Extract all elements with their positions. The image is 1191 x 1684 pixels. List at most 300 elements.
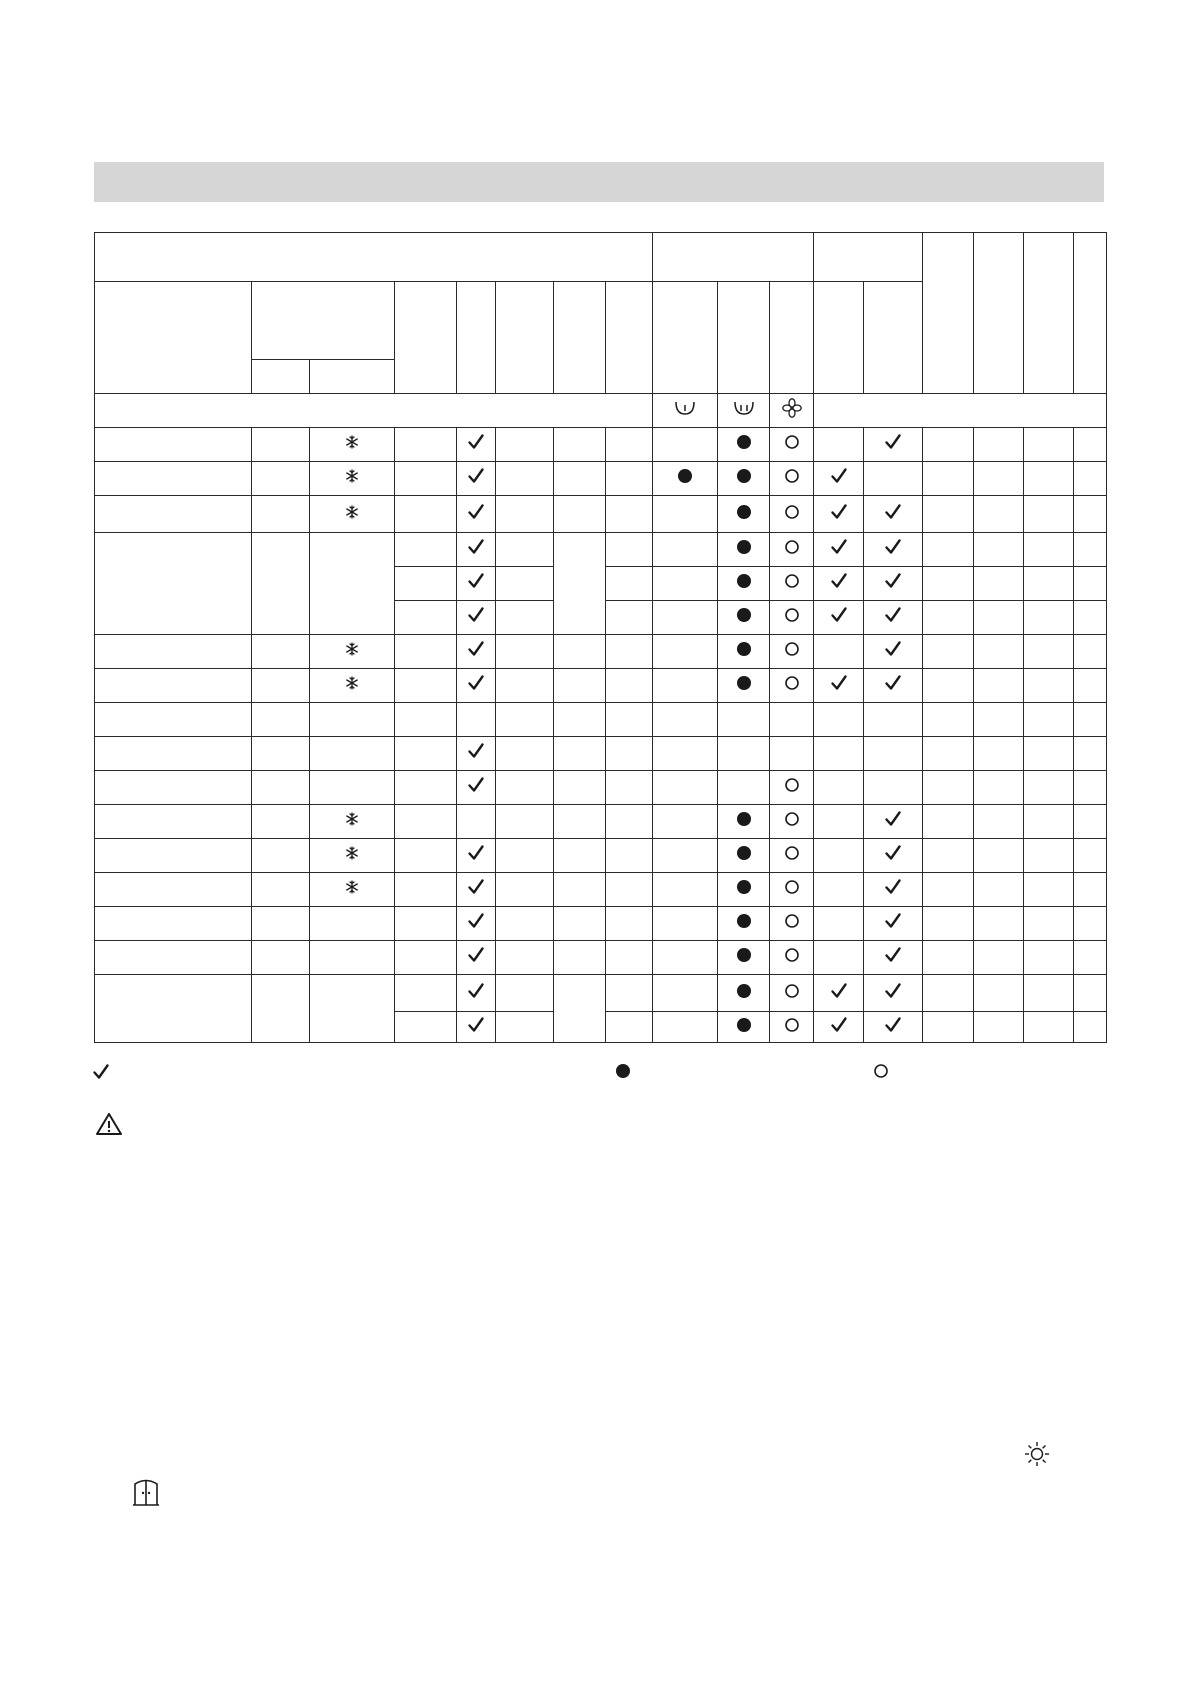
filled-dot-icon [736,1017,752,1033]
check-icon [884,810,902,828]
option-cell [1074,839,1107,873]
program-name-cell [95,941,252,975]
option-cell [974,533,1024,567]
option-cell [496,839,554,873]
filled-dot-icon [736,811,752,827]
option-cell [814,601,864,635]
option-cell [457,462,496,496]
option-cell [923,873,974,907]
option-cell [1024,839,1074,873]
program-name-cell [95,496,252,533]
option-cell [606,873,653,907]
option-cell [814,873,864,907]
option-cell [718,567,770,601]
header-cell [923,233,974,394]
option-cell [718,941,770,975]
option-cell [606,428,653,462]
option-cell [974,975,1024,1012]
freeze-cell [310,428,395,462]
check-icon [884,844,902,862]
option-cell [923,805,974,839]
header-cell [770,282,814,394]
option-cell [770,669,814,703]
option-cell [923,669,974,703]
check-icon [830,1016,848,1034]
option-cell [770,428,814,462]
option-cell [554,975,606,1043]
option-cell [718,533,770,567]
option-cell [814,669,864,703]
filled-dot-icon [736,641,752,657]
check-icon [884,1016,902,1034]
option-cell [864,805,923,839]
option-cell [814,839,864,873]
option-cell [653,805,718,839]
option-cell [1074,533,1107,567]
option-cell [814,703,864,737]
option-cell [864,496,923,533]
check-icon [467,982,485,1000]
open-circle-icon [784,845,800,861]
table-row [95,975,1107,1012]
check-icon [467,912,485,930]
option-cell [1024,805,1074,839]
option-cell [606,601,653,635]
option-cell [554,462,606,496]
freeze-cell [310,771,395,805]
option-cell [457,873,496,907]
temperature-cell [252,839,310,873]
check-icon [884,606,902,624]
program-name-cell [95,703,252,737]
option-cell [974,941,1024,975]
open-circle-icon [784,641,800,657]
program-name-cell [95,533,252,635]
option-cell [923,941,974,975]
program-name-cell [95,839,252,873]
snowflake-icon [345,435,359,449]
temperature-cell [252,428,310,462]
option-cell [606,462,653,496]
option-cell [606,975,653,1012]
check-icon [830,572,848,590]
snowflake-icon [345,880,359,894]
option-cell [395,496,457,533]
option-cell [606,839,653,873]
option-cell [923,975,974,1012]
option-cell [1074,1012,1107,1043]
filled-dot-icon [736,504,752,520]
option-cell [554,805,606,839]
option-cell [864,907,923,941]
option-cell [554,907,606,941]
option-cell [770,496,814,533]
snowflake-icon [345,469,359,483]
option-cell [496,941,554,975]
open-circle-icon [784,468,800,484]
temperature-cell [252,635,310,669]
option-cell [923,601,974,635]
option-cell [864,567,923,601]
program-name-cell [95,771,252,805]
option-cell [554,428,606,462]
filled-dot-icon [736,675,752,691]
header-cell [95,233,653,282]
option-cell [814,496,864,533]
open-circle-icon [784,1017,800,1033]
option-cell [770,805,814,839]
option-cell [457,805,496,839]
option-cell [1024,462,1074,496]
table-row [95,496,1107,533]
open-circle-icon [784,573,800,589]
check-icon [467,946,485,964]
option-cell [814,907,864,941]
option-cell [554,873,606,907]
option-cell [653,567,718,601]
check-icon [830,467,848,485]
option-cell [653,737,718,771]
option-cell [718,703,770,737]
option-cell [653,496,718,533]
table-row [95,737,1107,771]
option-cell [770,462,814,496]
open-circle-icon [784,504,800,520]
program-name-cell [95,873,252,907]
option-cell [864,941,923,975]
option-cell [814,1012,864,1043]
open-circle-icon [784,675,800,691]
option-cell [814,941,864,975]
option-cell [1074,907,1107,941]
option-cell [395,428,457,462]
option-cell [814,975,864,1012]
option-cell [770,703,814,737]
option-cell [653,428,718,462]
option-cell [554,703,606,737]
option-cell [606,703,653,737]
option-cell [496,703,554,737]
check-icon [467,844,485,862]
option-cell [718,669,770,703]
option-cell [496,975,554,1012]
check-icon [884,946,902,964]
snowflake-icon [345,846,359,860]
option-cell [1074,428,1107,462]
header-cell [864,282,923,394]
option-cell [814,462,864,496]
option-cell [395,737,457,771]
check-icon [884,503,902,521]
table-row [95,635,1107,669]
check-icon [467,776,485,794]
filled-dot-icon [677,468,693,484]
option-cell [923,567,974,601]
check-icon [467,433,485,451]
option-cell [1074,462,1107,496]
option-cell [974,669,1024,703]
option-cell [814,567,864,601]
freeze-cell [310,635,395,669]
option-cell [718,873,770,907]
option-cell [1024,941,1074,975]
freeze-cell [310,941,395,975]
option-cell [457,975,496,1012]
option-cell [718,839,770,873]
option-cell [770,533,814,567]
option-cell [718,771,770,805]
open-circle-icon [784,811,800,827]
option-cell [554,533,606,635]
freeze-cell [310,839,395,873]
option-cell [395,1012,457,1043]
option-cell [1074,873,1107,907]
header-cell [606,282,653,394]
option-cell [1074,737,1107,771]
option-cell [923,839,974,873]
sun-icon [1024,1441,1050,1467]
option-cell [606,1012,653,1043]
option-cell [496,669,554,703]
option-cell [457,907,496,941]
check-icon [467,1016,485,1034]
option-cell [496,428,554,462]
option-cell [923,462,974,496]
option-cell [606,635,653,669]
check-icon [884,572,902,590]
option-cell [653,462,718,496]
option-cell [974,907,1024,941]
option-cell [496,907,554,941]
option-cell [606,737,653,771]
filled-dot-icon [736,607,752,623]
option-cell [1074,601,1107,635]
check-icon [467,640,485,658]
header-cell [554,282,606,394]
option-cell [923,635,974,669]
option-cell [653,635,718,669]
option-cell [496,771,554,805]
open-circle-icon [784,879,800,895]
freeze-cell [310,669,395,703]
option-cell [974,805,1024,839]
option-cell [770,975,814,1012]
option-cell [653,771,718,805]
option-cell [496,635,554,669]
option-cell [974,873,1024,907]
option-cell [923,907,974,941]
check-icon [467,503,485,521]
option-cell [814,737,864,771]
freeze-cell [310,907,395,941]
option-cell [496,737,554,771]
option-cell [864,428,923,462]
option-cell [770,567,814,601]
option-cell [864,601,923,635]
open-circle-icon [784,434,800,450]
table-row [95,907,1107,941]
option-cell [395,839,457,873]
option-cell [606,496,653,533]
option-cell [606,941,653,975]
table-row [95,533,1107,567]
option-cell [653,839,718,873]
option-cell [770,601,814,635]
option-cell [864,635,923,669]
option-cell [457,703,496,737]
option-cell [457,567,496,601]
bowl-double-icon [733,400,755,416]
option-cell [1074,941,1107,975]
option-cell [974,839,1024,873]
program-name-cell [95,462,252,496]
option-cell [1024,737,1074,771]
option-cell [974,496,1024,533]
option-cell [395,975,457,1012]
table-row [95,805,1107,839]
option-cell [496,533,554,567]
check-icon [467,742,485,760]
option-cell [606,907,653,941]
option-cell [606,533,653,567]
option-cell [1074,496,1107,533]
temperature-cell [252,533,310,635]
option-cell [395,703,457,737]
option-cell [718,907,770,941]
option-cell [974,428,1024,462]
check-icon [467,606,485,624]
option-cell [554,669,606,703]
snowflake-icon [345,812,359,826]
option-cell [554,771,606,805]
option-cell [864,771,923,805]
option-cell [1074,805,1107,839]
fan-flower-icon [782,398,802,418]
header-cell [95,282,252,394]
option-cell [653,703,718,737]
table-row [95,462,1107,496]
option-cell [1024,533,1074,567]
option-cell [974,771,1024,805]
option-cell [496,567,554,601]
option-cell [554,839,606,873]
table-row [95,873,1107,907]
open-circle-icon [784,983,800,999]
program-name-cell [95,975,252,1043]
option-cell [457,737,496,771]
filled-dot-icon [736,983,752,999]
header-cell [1024,233,1074,394]
option-cell [770,1012,814,1043]
option-cell [974,601,1024,635]
check-icon [830,674,848,692]
option-cell [554,635,606,669]
option-cell [395,771,457,805]
option-cell [814,428,864,462]
temperature-cell [252,737,310,771]
option-cell [395,669,457,703]
option-cell [1024,669,1074,703]
option-cell [974,635,1024,669]
option-cell [457,771,496,805]
check-icon [830,538,848,556]
option-cell [864,669,923,703]
option-cell [1024,567,1074,601]
option-cell [770,873,814,907]
filled-dot-icon [736,539,752,555]
option-cell [718,428,770,462]
option-cell [974,567,1024,601]
door-icon [133,1478,159,1506]
option-cell [718,975,770,1012]
program-name-cell [95,805,252,839]
check-icon [467,572,485,590]
option-cell [395,601,457,635]
header-row-1 [95,233,1107,282]
freeze-cell [310,496,395,533]
header-cell [653,282,718,394]
open-circle-icon [784,913,800,929]
header-cell [252,360,310,394]
option-cell [1024,873,1074,907]
check-icon [884,982,902,1000]
option-cell [864,873,923,907]
option-cell [653,1012,718,1043]
check-icon [467,467,485,485]
option-cell [864,462,923,496]
option-cell [554,496,606,533]
header-cell [718,282,770,394]
option-cell [653,873,718,907]
open-circle-icon [784,947,800,963]
table-row [95,428,1107,462]
header-cell [814,282,864,394]
option-cell [974,737,1024,771]
header-cell [457,282,496,394]
check-icon [884,912,902,930]
temperature-cell [252,975,310,1043]
open-circle-icon [784,539,800,555]
header-cell [974,233,1024,394]
snowflake-icon [345,676,359,690]
option-cell [1074,771,1107,805]
temperature-cell [252,462,310,496]
temperature-cell [252,941,310,975]
check-icon [830,982,848,1000]
option-cell [457,1012,496,1043]
option-cell [814,635,864,669]
check-icon [467,538,485,556]
header-group-cell [653,233,814,282]
option-cell [718,1012,770,1043]
icon-cell [770,394,814,428]
option-cell [496,462,554,496]
check-icon [467,674,485,692]
option-cell [1024,907,1074,941]
option-cell [923,496,974,533]
option-cell [718,601,770,635]
legend-open-circle-icon [873,1063,889,1079]
icon-row [95,394,1107,428]
option-cell [1024,771,1074,805]
option-cell [1074,703,1107,737]
option-cell [864,975,923,1012]
option-cell [395,462,457,496]
temperature-cell [252,703,310,737]
option-cell [496,873,554,907]
table-row [95,703,1107,737]
option-cell [606,771,653,805]
